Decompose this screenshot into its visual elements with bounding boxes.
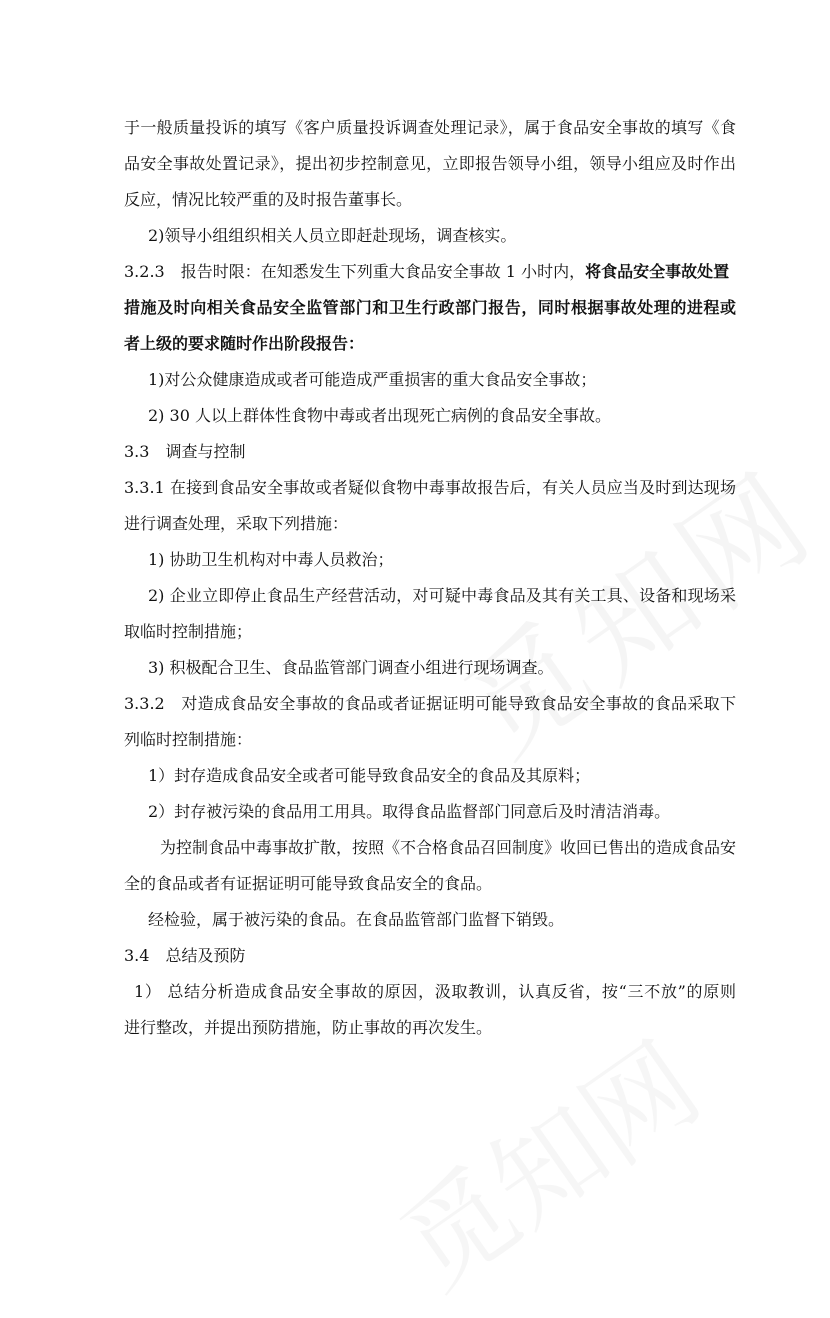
- list-item: 3) 积极配合卫生、食品监管部门调查小组进行现场调查。: [148, 658, 554, 677]
- bold-paragraph-line: 措施及时向相关食品安全监管部门和卫生行政部门报告，同时根据事故处理的进程或: [124, 298, 736, 317]
- paragraph-line: 3.3.1 在接到食品安全事故或者疑似食物中毒事故报告后，有关人员应当及时到达现场: [124, 478, 736, 497]
- bold-text: 将食品安全事故处置: [585, 262, 730, 281]
- paragraph-line: 取临时控制措施；: [124, 622, 253, 641]
- section-heading-3-2-3: [124, 254, 736, 290]
- paragraph-line: 为控制食品中毒事故扩散，按照《不合格食品召回制度》收回已售出的造成食品安: [160, 838, 737, 857]
- watermark-lower: [365, 1000, 726, 1318]
- paragraph-line: 于一般质量投诉的填写《客户质量投诉调查处理记录》，属于食品安全事故的填写《食: [124, 118, 736, 137]
- list-item: 2) 30 人以上群体性食物中毒或者出现死亡病例的食品安全事故。: [148, 406, 611, 425]
- paragraph-line: 品安全事故处置记录》，提出初步控制意见，立即报告领导小组，领导小组应及时作出: [124, 154, 736, 173]
- list-item: 2）封存被污染的食品用工用具。取得食品监督部门同意后及时清洁消毒。: [148, 802, 671, 821]
- document-body: [124, 110, 736, 1046]
- section-heading-3-4: 3.4 总结及预防: [124, 946, 246, 965]
- section-text: 3.2.3 报告时限：在知悉发生下列重大食品安全事故 1 小时内，: [124, 262, 586, 281]
- paragraph-line: 经检验，属于被污染的食品。在食品监管部门监督下销毁。: [148, 910, 565, 929]
- paragraph-line: 进行整改，并提出预防措施，防止事故的再次发生。: [124, 1018, 493, 1037]
- list-item: 2)领导小组组织相关人员立即赶赴现场，调查核实。: [148, 226, 517, 245]
- list-item: 1) 协助卫生机构对中毒人员救治；: [148, 550, 394, 569]
- paragraph-line: 全的食品或者有证据证明可能导致食品安全的食品。: [124, 874, 493, 893]
- section-heading-3-3-2: 3.3.2 对造成食品安全事故的食品或者证据证明可能导致食品安全事故的食品采取下: [124, 694, 736, 713]
- paragraph-line: 反应，情况比较严重的及时报告董事长。: [124, 190, 413, 209]
- list-item: 1）封存造成食品安全或者可能导致食品安全的食品及其原料；: [148, 766, 591, 785]
- list-item: 1） 总结分析造成食品安全事故的原因，汲取教训，认真反省，按“三不放”的原则: [134, 982, 736, 1001]
- paragraph-line: 列临时控制措施：: [124, 730, 253, 749]
- section-heading-3-3: 3.3 调查与控制: [124, 442, 246, 461]
- paragraph-line: 进行调查处理，采取下列措施：: [124, 514, 349, 533]
- bold-paragraph-line: 者上级的要求随时作出阶段报告：: [124, 334, 365, 353]
- list-item: 2) 企业立即停止食品生产经营活动，对可疑中毒食品及其有关工具、设备和现场采: [148, 586, 736, 605]
- list-item: 1)对公众健康造成或者可能造成严重损害的重大食品安全事故；: [148, 370, 597, 389]
